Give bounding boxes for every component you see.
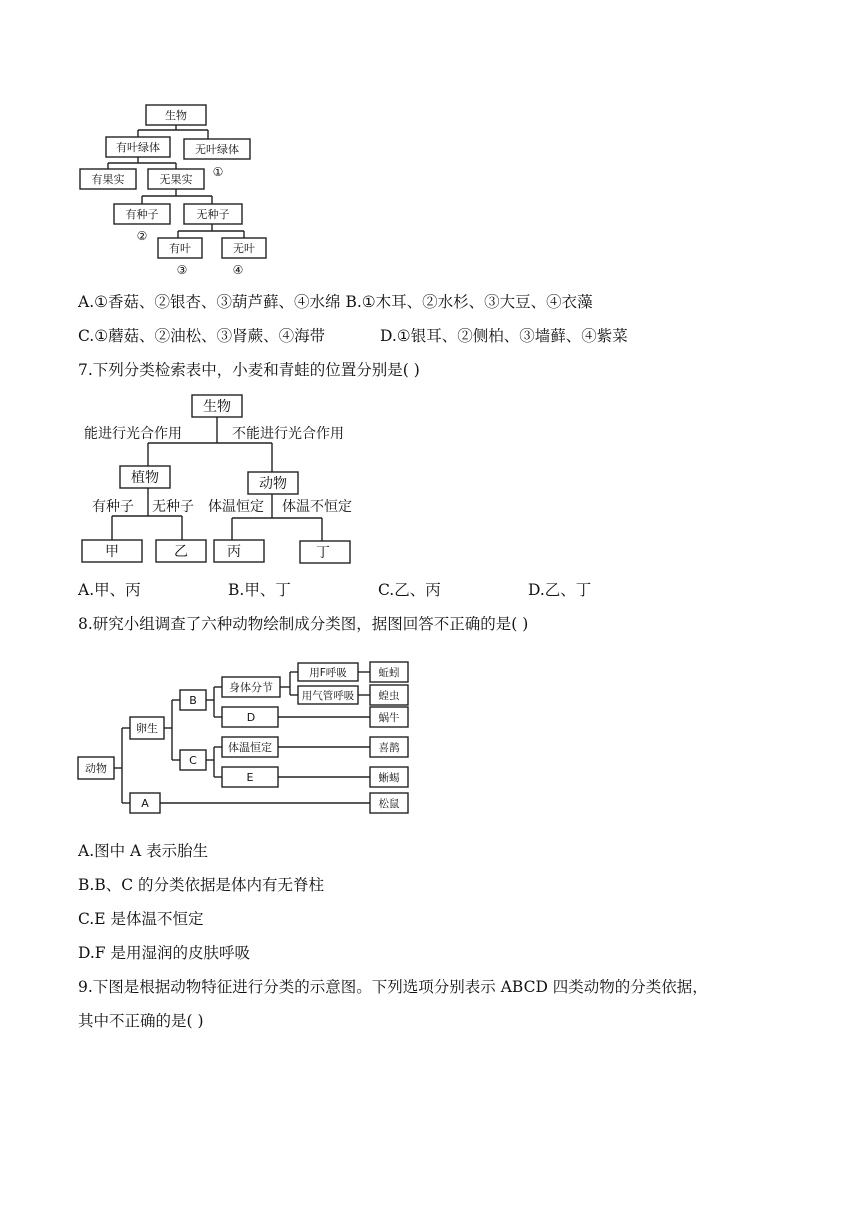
- q8-snail: 蜗牛: [378, 712, 400, 724]
- fig6-root: 生物: [165, 109, 187, 122]
- q8-option-c: C.E 是体温不恒定: [78, 910, 204, 928]
- q8-animal-classification-chart: [70, 655, 420, 825]
- q8-option-b: B.B、C 的分类依据是体内有无脊柱: [78, 876, 324, 894]
- q7-jia: 甲: [105, 544, 119, 560]
- q8-magpie: 喜鹊: [378, 742, 400, 754]
- fig6-mark-1: ①: [212, 165, 224, 179]
- q7-bing: 丙: [227, 544, 241, 560]
- q8-breath-trachea: 用气管呼吸: [301, 690, 355, 702]
- q8-option-a: A.图中 A 表示胎生: [78, 842, 209, 860]
- q7-var-temp: 体温不恒定: [282, 499, 352, 515]
- fig6-no-chloroplast: 无叶绿体: [195, 143, 239, 156]
- q7-no-photosynthesis-label: 不能进行光合作用: [232, 426, 344, 442]
- q7-yi: 乙: [174, 544, 188, 560]
- q6-classification-diagram: [76, 100, 276, 280]
- q7-option-a: A.甲、丙: [78, 581, 141, 599]
- q7-photosynthesis-label: 能进行光合作用: [84, 426, 182, 442]
- q8-breath-f: 用F呼吸: [309, 667, 347, 679]
- q8-locust: 蝗虫: [378, 690, 400, 702]
- q8-lizard: 蜥蜴: [378, 772, 400, 784]
- q6-option-c: C.①蘑菇、②油松、③肾蕨、④海带: [78, 327, 326, 345]
- q8-label-b: B: [189, 694, 197, 707]
- q7-has-seed: 有种子: [92, 499, 134, 515]
- fig6-mark-2: ②: [136, 229, 148, 243]
- q8-squirrel: 松鼠: [378, 798, 400, 810]
- fig6-has-fruit: 有果实: [91, 173, 125, 186]
- q7-const-temp: 体温恒定: [208, 499, 264, 515]
- q8-earthworm: 蚯蚓: [378, 667, 400, 679]
- q6-options-line-1: A.①香菇、②银杏、③葫芦藓、④水绵 B.①木耳、②水杉、③大豆、④衣藻: [78, 293, 593, 311]
- q7-no-seed: 无种子: [152, 499, 194, 515]
- q8-const-temp: 体温恒定: [228, 741, 272, 754]
- q8-stem: 8.研究小组调查了六种动物绘制成分类图，据图回答不正确的是( ): [78, 615, 529, 633]
- q9-stem-line-2: 其中不正确的是( ): [78, 1012, 204, 1030]
- q8-label-d: D: [246, 711, 256, 724]
- q7-option-c: C.乙、丙: [378, 581, 441, 599]
- q9-stem-line-1: 9.下图是根据动物特征进行分类的示意图。下列选项分别表示 ABCD 四类动物的分类依据，: [78, 978, 708, 996]
- q8-segmented: 身体分节: [229, 681, 273, 694]
- q7-ding: 丁: [316, 545, 330, 561]
- q7-animal: 动物: [259, 476, 287, 492]
- q7-root: 生物: [203, 399, 231, 415]
- q8-animal: 动物: [85, 762, 107, 775]
- fig6-has-chloroplast: 有叶绿体: [116, 141, 160, 154]
- q7-plant: 植物: [131, 470, 159, 486]
- fig6-no-fruit: 无果实: [159, 173, 193, 186]
- q8-option-d: D.F 是用湿润的皮肤呼吸: [78, 944, 250, 962]
- fig6-no-seed: 无种子: [196, 208, 230, 221]
- fig6-no-leaf: 无叶: [233, 242, 255, 255]
- q8-label-c: C: [189, 754, 197, 767]
- fig6-has-leaf: 有叶: [169, 242, 191, 255]
- fig6-mark-4: ④: [232, 263, 244, 277]
- fig6-mark-3: ③: [176, 263, 188, 277]
- q7-option-d: D.乙、丁: [528, 581, 592, 599]
- q8-oviparous: 卵生: [136, 722, 158, 735]
- q6-option-d: D.①银耳、②侧柏、③墙藓、④紫菜: [380, 327, 628, 345]
- q7-stem: 7.下列分类检索表中，小麦和青蛙的位置分别是( ): [78, 361, 420, 379]
- q8-label-a: A: [141, 797, 149, 810]
- q8-label-e: E: [246, 771, 254, 784]
- q7-classification-key: [0, 390, 400, 570]
- q7-option-b: B.甲、丁: [228, 581, 291, 599]
- fig6-has-seed: 有种子: [125, 208, 159, 221]
